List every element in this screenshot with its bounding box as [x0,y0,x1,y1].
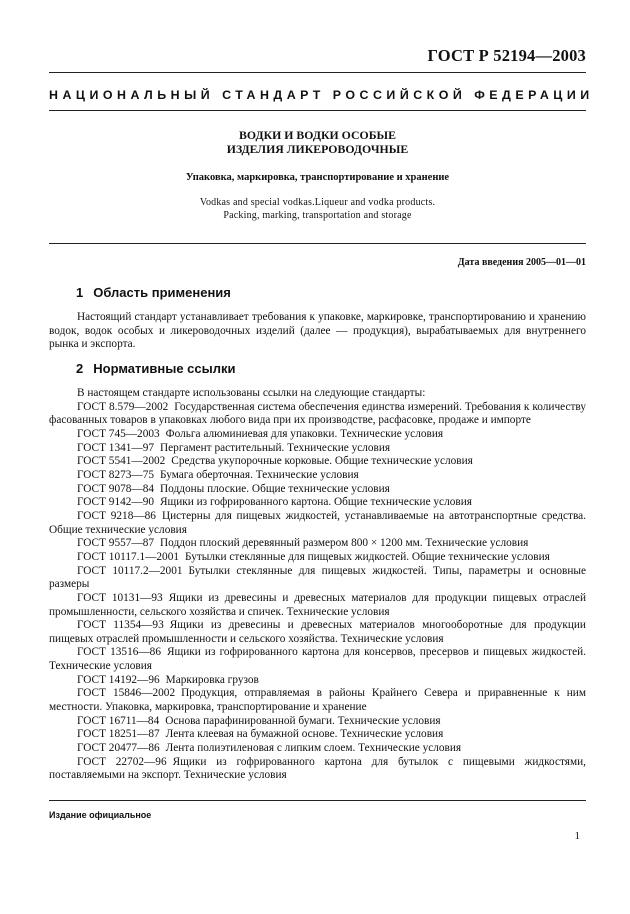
reference-code: ГОСТ 8.579—2002 [77,400,169,413]
reference-item [49,592,586,619]
reference-title: Ящики из гофрированного картона для консервов, пресервов и пищевых жидкостей. Технические условия [49,646,586,673]
reference-item [49,619,586,646]
reference-item [49,715,586,729]
reference-item [49,401,586,428]
english-title-line-2: Packing, marking, transportation and storage [223,210,412,221]
reference-code: ГОСТ 14192—96 [77,673,160,686]
reference-item [49,455,586,469]
reference-code: ГОСТ 5541—2002 [77,455,166,468]
reference-title: Бутылки стеклянные для пищевых жидкостей. Общие технические условия [185,550,550,563]
reference-title: Поддон плоский деревянный размером 800 × 1200 мм. Технические условия [160,537,529,550]
section-2-heading [76,361,235,376]
reference-item [49,469,586,483]
reference-code: ГОСТ 20477—86 [77,742,160,755]
reference-code: ГОСТ 10117.2—2001 [77,564,183,577]
banner-divider [49,110,586,111]
references-lead: В настоящем стандарте использованы ссылки на следующие стандарты: [77,387,426,399]
reference-title: Ящики из древесины и древесных материалов для продукции пищевых отраслей промышленности, сельского хозяйства и спичек. Технические условия [49,591,586,618]
reference-item [49,565,586,592]
reference-title: Цистерны для пищевых жидкостей, устанавливаемые на автотранспортные средства. Общие технические условия [49,509,586,536]
section-title: Область применения [93,285,231,300]
reference-title: Ящики из древесины и древесных материалов многооборотные для продукции пищевых отраслей промышленности и сельского хозяйства. Технические условия [49,619,586,645]
section-title: Нормативные ссылки [93,361,236,376]
reference-title: Основа парафинированной бумаги. Технические условия [165,714,441,727]
reference-title: Государственная система обеспечения единства измерений. Требования к количеству фасованных товаров в упаковках любого вида при их производстве, расфасовке, продаже и импорте [49,400,586,427]
reference-item [49,756,586,783]
reference-code: ГОСТ 13516—86 [77,646,161,659]
reference-code: ГОСТ 10117.1—2001 [77,550,179,563]
reference-code: ГОСТ 18251—87 [77,728,160,741]
section-number: 1 [76,285,84,300]
reference-item [49,483,586,497]
reference-title: Бутылки стеклянные для пищевых жидкостей. Типы, параметры и основные размеры [49,564,586,591]
english-title [49,196,586,222]
title-line-2: ИЗДЕЛИЯ ЛИКЕРОВОДОЧНЫЕ [226,142,409,156]
paragraph: Настоящий стандарт устанавливает требования к упаковке, маркировке, транспортированию и хранению водок, водок особых и ликероводочных изделий (далее — продукция), вырабатываемых для внутреннего рынка и экспорта. [49,311,586,351]
reference-code: ГОСТ 16711—84 [77,714,160,727]
reference-code: ГОСТ 9078—84 [77,482,154,495]
reference-title: Поддоны плоские. Общие технические условия [160,482,390,495]
edition-note: Издание официальное [49,810,152,820]
english-title-line-1: Vodkas and special vodkas.Liqueur and vodka products. [199,197,436,208]
introduction-date: Дата введения 2005—01—01 [457,257,586,268]
reference-item [49,728,586,742]
national-standard-banner: НАЦИОНАЛЬНЫЙ СТАНДАРТ РОССИЙСКОЙ ФЕДЕРАЦИИ [49,88,594,102]
reference-code: ГОСТ 11354—93 [77,619,164,632]
reference-title: Ящики из гофрированного картона. Общие технические условия [160,496,472,509]
title-divider [49,243,586,244]
document-code: ГОСТ Р 52194—2003 [427,46,586,65]
reference-code: ГОСТ 745—2003 [77,427,160,440]
reference-code: ГОСТ 1341—97 [77,441,154,454]
reference-code: ГОСТ 10131—93 [77,591,163,604]
reference-title: Средства укупорочные корковые. Общие технические условия [171,455,473,468]
reference-title: Бумага оберточная. Технические условия [160,468,359,481]
reference-item [49,687,586,714]
reference-item [49,551,586,565]
footer-divider [49,800,586,801]
reference-title: Фольга алюминиевая для упаковки. Технические условия [165,427,444,440]
reference-code: ГОСТ 22702—96 [77,755,167,768]
reference-item [49,742,586,756]
section-number: 2 [76,361,84,376]
reference-item [49,674,586,688]
reference-item [49,646,586,673]
reference-item [49,496,586,510]
document-subtitle: Упаковка, маркировка, транспортирование и хранение [185,172,450,183]
reference-title: Пергамент растительный. Технические условия [160,441,391,454]
normative-references [49,387,586,783]
reference-title: Лента полиэтиленовая с липким слоем. Технические условия [165,742,462,755]
reference-code: ГОСТ 8273—75 [77,468,154,481]
reference-code: ГОСТ 9557—87 [77,537,154,550]
reference-item [49,510,586,537]
title-line-1: ВОДКИ И ВОДКИ ОСОБЫЕ [239,128,396,142]
reference-title: Ящики из гофрированного картона для бутылок с пищевыми жидкостями, поставляемыми на экспорт. Технические условия [49,755,586,782]
reference-title: Продукция, отправляемая в районы Крайнего Севера и приравненные к ним местности. Упаковка, маркировка, транспортирование и хранение [49,687,586,714]
section-1-heading [76,285,231,300]
reference-item [49,428,586,442]
reference-code: ГОСТ 15846—2002 [77,687,176,700]
document-title [49,128,586,156]
section-1-text [49,311,586,352]
reference-item [49,442,586,456]
top-divider [49,72,586,73]
reference-code: ГОСТ 9218—86 [77,509,156,522]
reference-code: ГОСТ 9142—90 [77,496,154,509]
reference-title: Лента клеевая на бумажной основе. Технические условия [165,728,444,741]
page-number: 1 [574,830,580,842]
reference-title: Маркировка грузов [165,673,259,686]
reference-item [49,537,586,551]
